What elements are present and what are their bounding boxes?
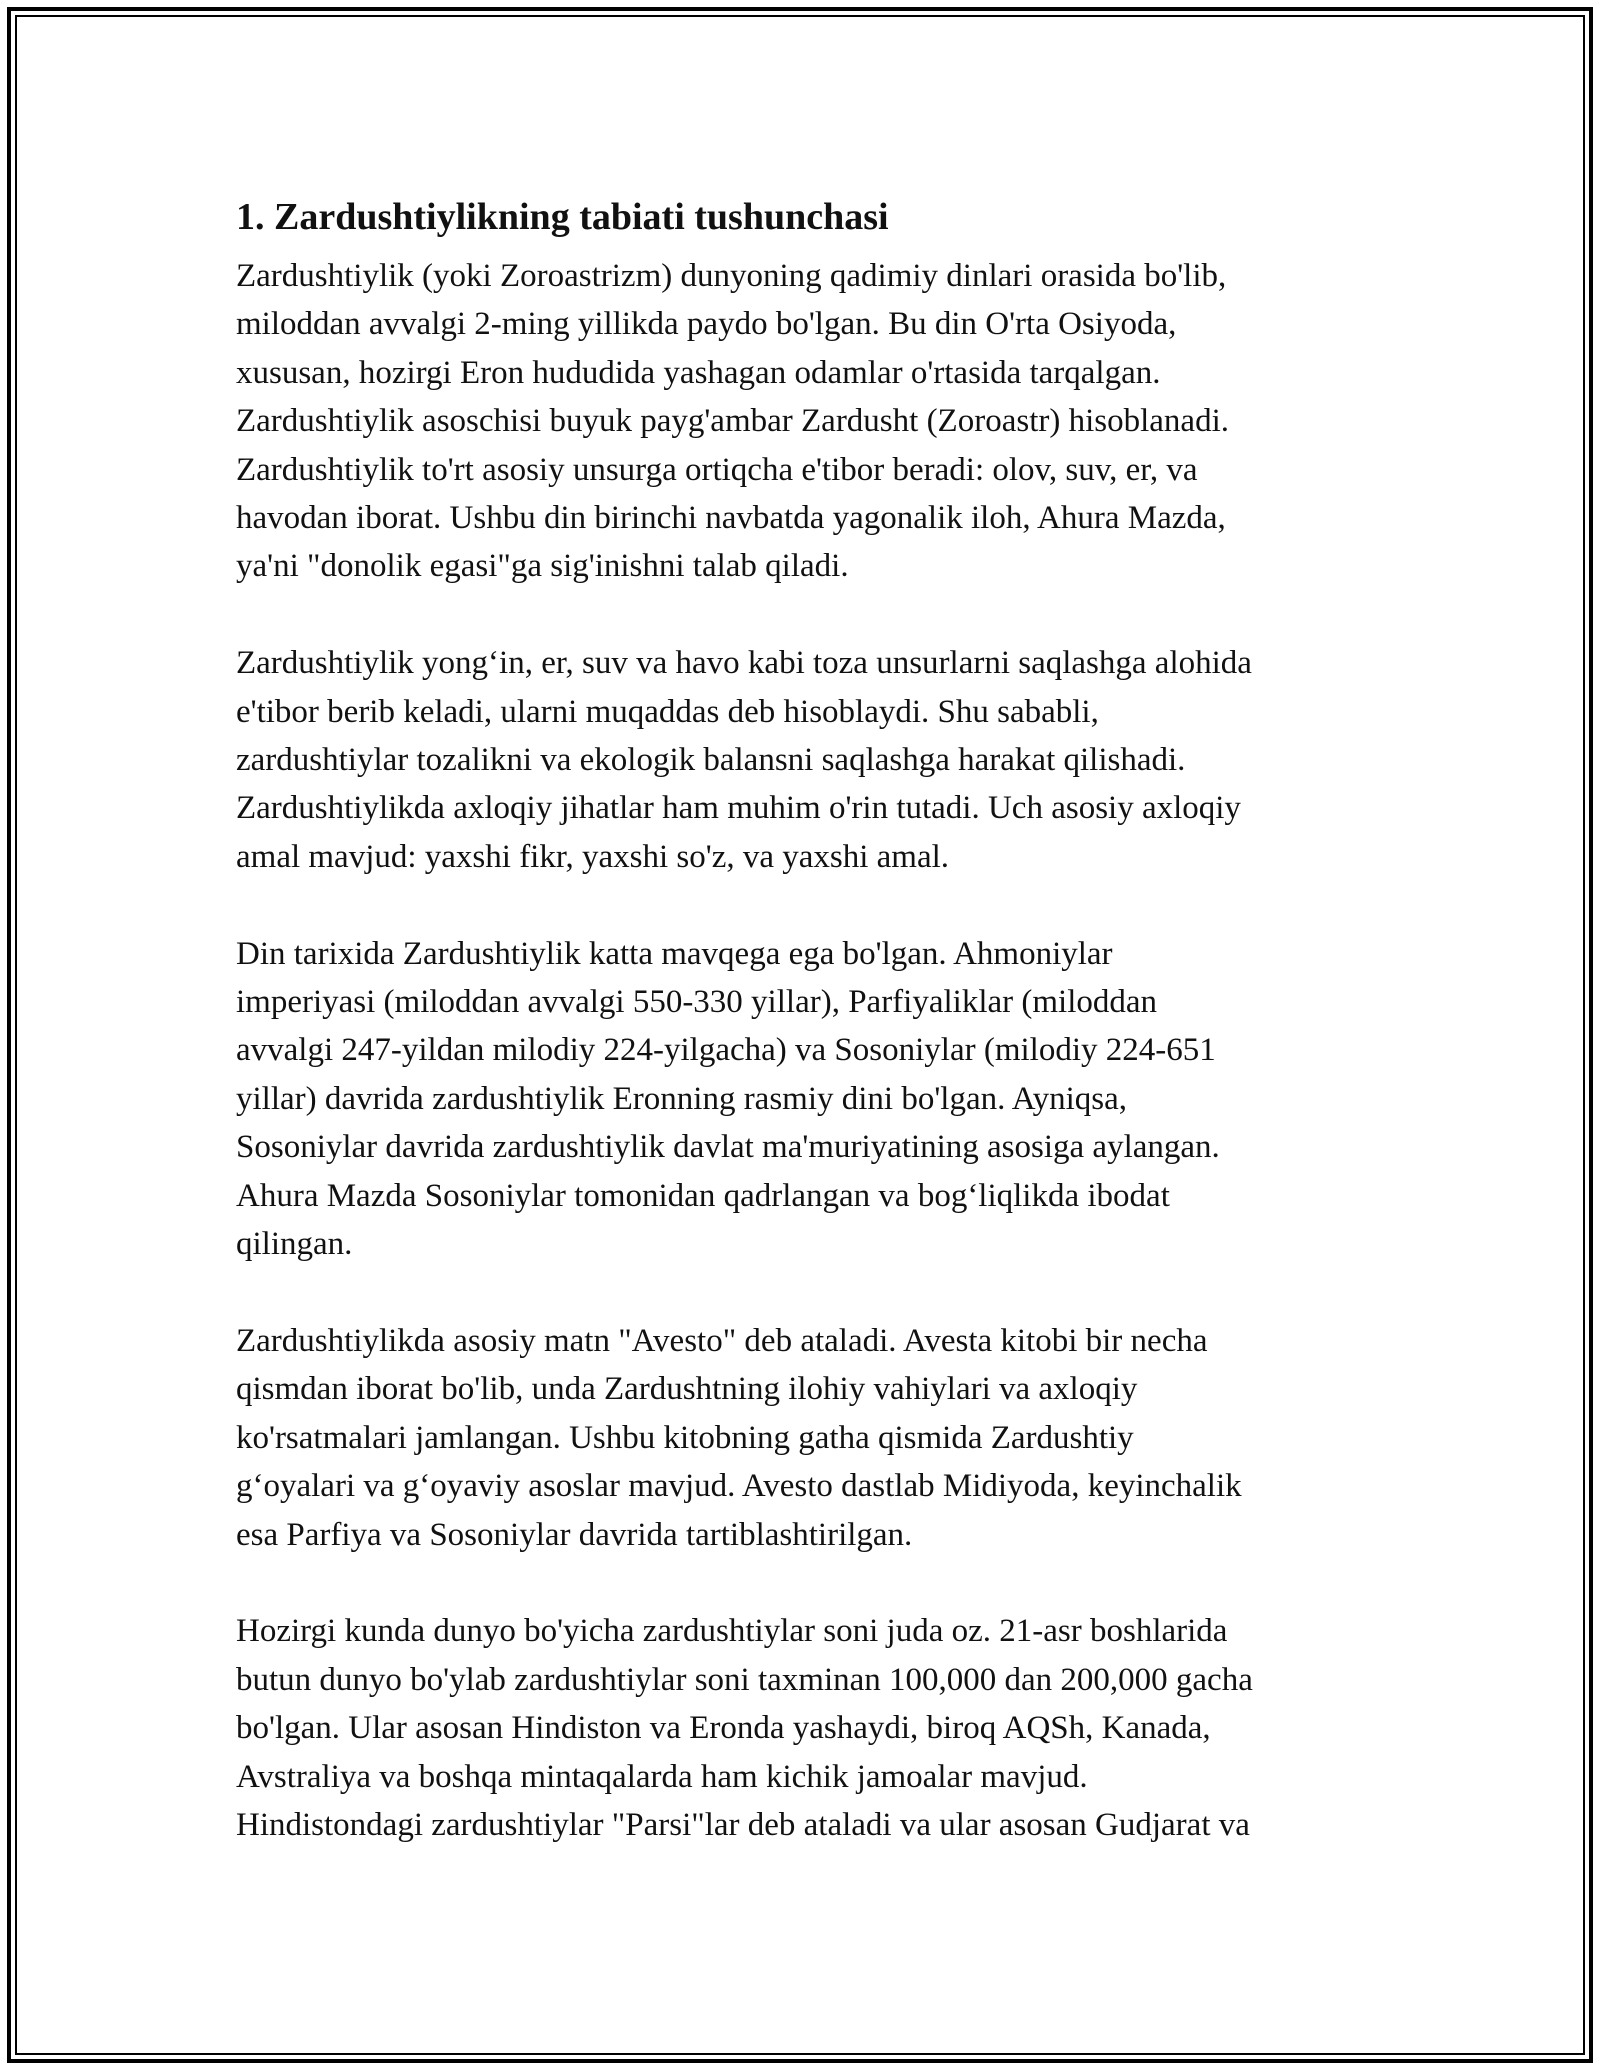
text-line: qismdan iborat bo'lib, unda Zardushtning ilohiy vahiylari va axloqiy — [236, 1371, 1138, 1408]
text-line: g‘oyalari va g‘oyaviy asoslar mavjud. Avesto dastlab Midiyoda, keyinchalik — [236, 1468, 1242, 1505]
document-body — [236, 180, 1376, 1898]
text-line: Zardushtiylik (yoki Zoroastrizm) dunyoning qadimiy dinlari orasida bo'lib, — [236, 258, 1227, 294]
text-line: Zardushtiylik yong‘in, er, suv va havo kabi toza unsurlarni saqlashga alohida — [236, 645, 1252, 682]
text-line: yillar) davrida zardushtiylik Eronning rasmiy dini bo'lgan. Ayniqsa, — [236, 1080, 1127, 1117]
text-line: Sosoniylar davrida zardushtiylik davlat ma'muriyatining asosiga aylangan. — [236, 1129, 1220, 1166]
text-line: Zardushtiylik to'rt asosiy unsurga ortiqcha e'tibor beradi: olov, suv, er, va — [236, 451, 1198, 488]
text-line: xususan, hozirgi Eron hududida yashagan odamlar o'rtasida tarqalgan. — [236, 354, 1161, 391]
text-line: Zardushtiylikda asosiy matn "Avesto" deb ataladi. Avesta kitobi bir necha — [236, 1322, 1208, 1359]
text-line: e'tibor berib keladi, ularni muqaddas deb hisoblaydi. Shu sababli, — [236, 693, 1099, 730]
text-line: miloddan avvalgi 2-ming yillikda paydo bo'lgan. Bu din O'rta Osiyoda, — [236, 306, 1177, 343]
text-line: amal mavjud: yaxshi fikr, yaxshi so'z, va yaxshi amal. — [236, 838, 950, 875]
text-line: esa Parfiya va Sosoniylar davrida tartiblashtirilgan. — [236, 1516, 913, 1553]
paragraph-elements — [236, 639, 1376, 881]
text-line: bo'lgan. Ular asosan Hindiston va Eronda yashaydi, biroq AQSh, Kanada, — [236, 1710, 1211, 1747]
text-line: butun dunyo bo'ylab zardushtiylar soni taxminan 100,000 dan 200,000 gacha — [236, 1661, 1253, 1698]
text-line: Zardushtiylik asoschisi buyuk payg'ambar Zardusht (Zoroastr) hisoblanadi. — [236, 403, 1229, 440]
text-line: Avstraliya va boshqa mintaqalarda ham kichik jamoalar mavjud. — [236, 1758, 1088, 1795]
text-line: zardushtiylar tozalikni va ekologik balansni saqlashga harakat qilishadi. — [236, 742, 1186, 779]
text-line: ko'rsatmalari jamlangan. Ushbu kitobning gatha qismida Zardushtiy — [236, 1419, 1134, 1456]
text-line: Zardushtiylikda axloqiy jihatlar ham muhim o'rin tutadi. Uch asosiy axloqiy — [236, 790, 1241, 827]
text-line: imperiyasi (miloddan avvalgi 550-330 yillar), Parfiyaliklar (miloddan — [236, 984, 1158, 1021]
paragraph-intro — [236, 252, 1376, 591]
paragraph-avesto — [236, 1317, 1376, 1559]
text-line: Din tarixida Zardushtiylik katta mavqega ega bo'lgan. Ahmoniylar — [236, 935, 1113, 972]
text-line: ya'ni "donolik egasi"ga sig'inishni talab qiladi. — [236, 548, 849, 585]
text-line: havodan iborat. Ushbu din birinchi navbatda yagonalik iloh, Ahura Mazda, — [236, 500, 1226, 537]
text-line: avvalgi 247-yildan milodiy 224-yilgacha) va Sosoniylar (milodiy 224-651 — [236, 1032, 1216, 1069]
text-line: Hindistondagi zardushtiylar "Parsi"lar deb ataladi va ular asosan Gudjarat va — [236, 1806, 1250, 1843]
paragraph-history — [236, 930, 1376, 1269]
text-line: Ahura Mazda Sosoniylar tomonidan qadrlangan va bog‘liqlikda ibodat — [236, 1177, 1170, 1214]
text-line: Hozirgi kunda dunyo bo'yicha zardushtiylar soni juda oz. 21-asr boshlarida — [236, 1613, 1228, 1650]
text-line: qilingan. — [236, 1226, 353, 1263]
paragraph-today — [236, 1607, 1376, 1849]
section-heading: 1. Zardushtiylikning tabiati tushunchasi — [236, 196, 889, 238]
